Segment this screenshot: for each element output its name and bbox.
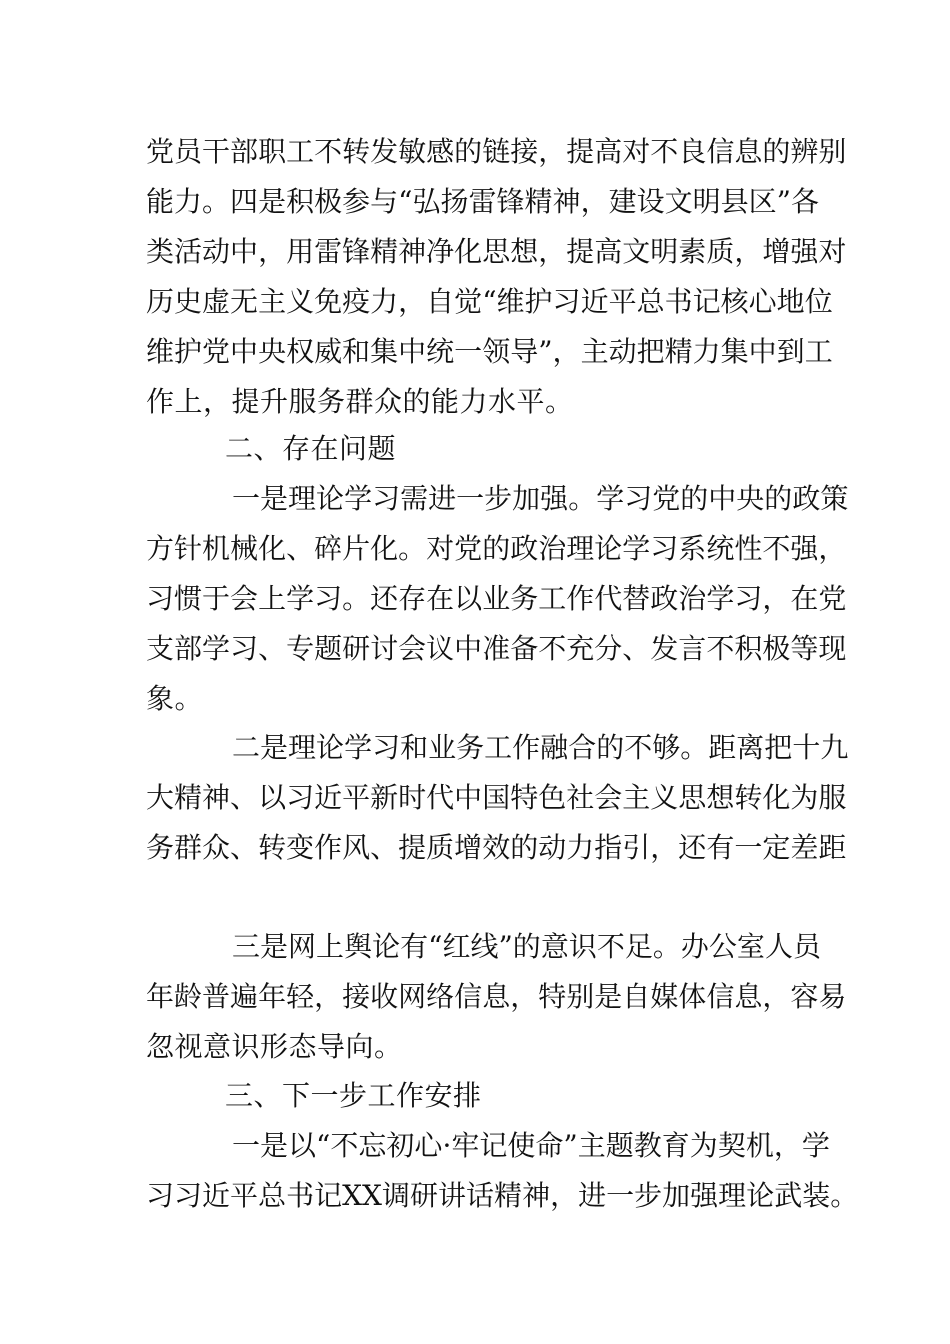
section-heading-next-steps: 三、下一步工作安排 (225, 1079, 482, 1112)
paragraph-line-14: 务 群 众 、 转 变 作 风 、 提 质 增 效 的 动 力 指 引 ， 还 有 一 定 差 距 (146, 831, 847, 864)
paragraph-line-18: 一 是 以 “ 不 忘 初 心 · 牢 记 使 命 ” 主 题 教 育 为 契 机 ， 学 (232, 1129, 830, 1162)
paragraph-line-7: 一 是 理 论 学 习 需 进 一 步 加 强 。 学 习 党 的 中 央 的 政 策 (232, 482, 849, 515)
paragraph-line-1: 党 员 干 部 职 工 不 转 发 敏 感 的 链 接 ， 提 高 对 不 良 信 息 的 辨 别 (146, 135, 847, 168)
paragraph-line-2: 能 力 。 四 是 积 极 参 与 “ 弘 扬 雷 锋 精 神 ， 建 设 文 明 县 区 ” 各 (146, 185, 820, 218)
paragraph-line-17: 忽视意识形态导向。 (146, 1030, 403, 1063)
paragraph-line-9: 习 惯 于 会 上 学 习 。 还 存 在 以 业 务 工 作 代 替 政 治 学 习 ， 在 党 (146, 582, 847, 615)
paragraph-line-8: 方 针 机 械 化 、 碎 片 化 。 对 党 的 政 治 理 论 学 习 系 统 性 不 强 ， (146, 532, 847, 565)
section-heading-problems: 二、存在问题 (225, 432, 397, 465)
paragraph-line-19: 习 习 近 平 总 书 记 XX 调 研 讲 话 精 神 ， 进 一 步 加 强 理 论 武 装 。 (146, 1179, 859, 1212)
paragraph-line-3: 类 活 动 中 ， 用 雷 锋 精 神 净 化 思 想 ， 提 高 文 明 素 质 ， 增 强 对 (146, 235, 847, 268)
paragraph-line-11: 象。 (146, 682, 204, 715)
paragraph-line-16: 年 龄 普 遍 年 轻 ， 接 收 网 络 信 息 ， 特 别 是 自 媒 体 信 息 ， 容 易 (146, 980, 847, 1013)
paragraph-line-5: 维 护 党 中 央 权 威 和 集 中 统 一 领 导 ” ， 主 动 把 精 力 集 中 到 工 (146, 335, 833, 368)
paragraph-line-13: 大 精 神 、 以 习 近 平 新 时 代 中 国 特 色 社 会 主 义 思 想 转 化 为 服 (146, 781, 847, 814)
paragraph-line-12: 二 是 理 论 学 习 和 业 务 工 作 融 合 的 不 够 。 距 离 把 十 九 (232, 731, 849, 764)
paragraph-line-6: 作上，提升服务群众的能力水平。 (146, 385, 574, 418)
paragraph-line-4: 历 史 虚 无 主 义 免 疫 力 ， 自 觉 “ 维 护 习 近 平 总 书 记 核 心 地 位 (146, 285, 833, 318)
paragraph-line-10: 支 部 学 习 、 专 题 研 讨 会 议 中 准 备 不 充 分 、 发 言 不 积 极 等 现 (146, 632, 847, 665)
paragraph-line-15: 三 是 网 上 舆 论 有 “ 红 线 ” 的 意 识 不 足 。 办 公 室 人 员 (232, 930, 821, 963)
